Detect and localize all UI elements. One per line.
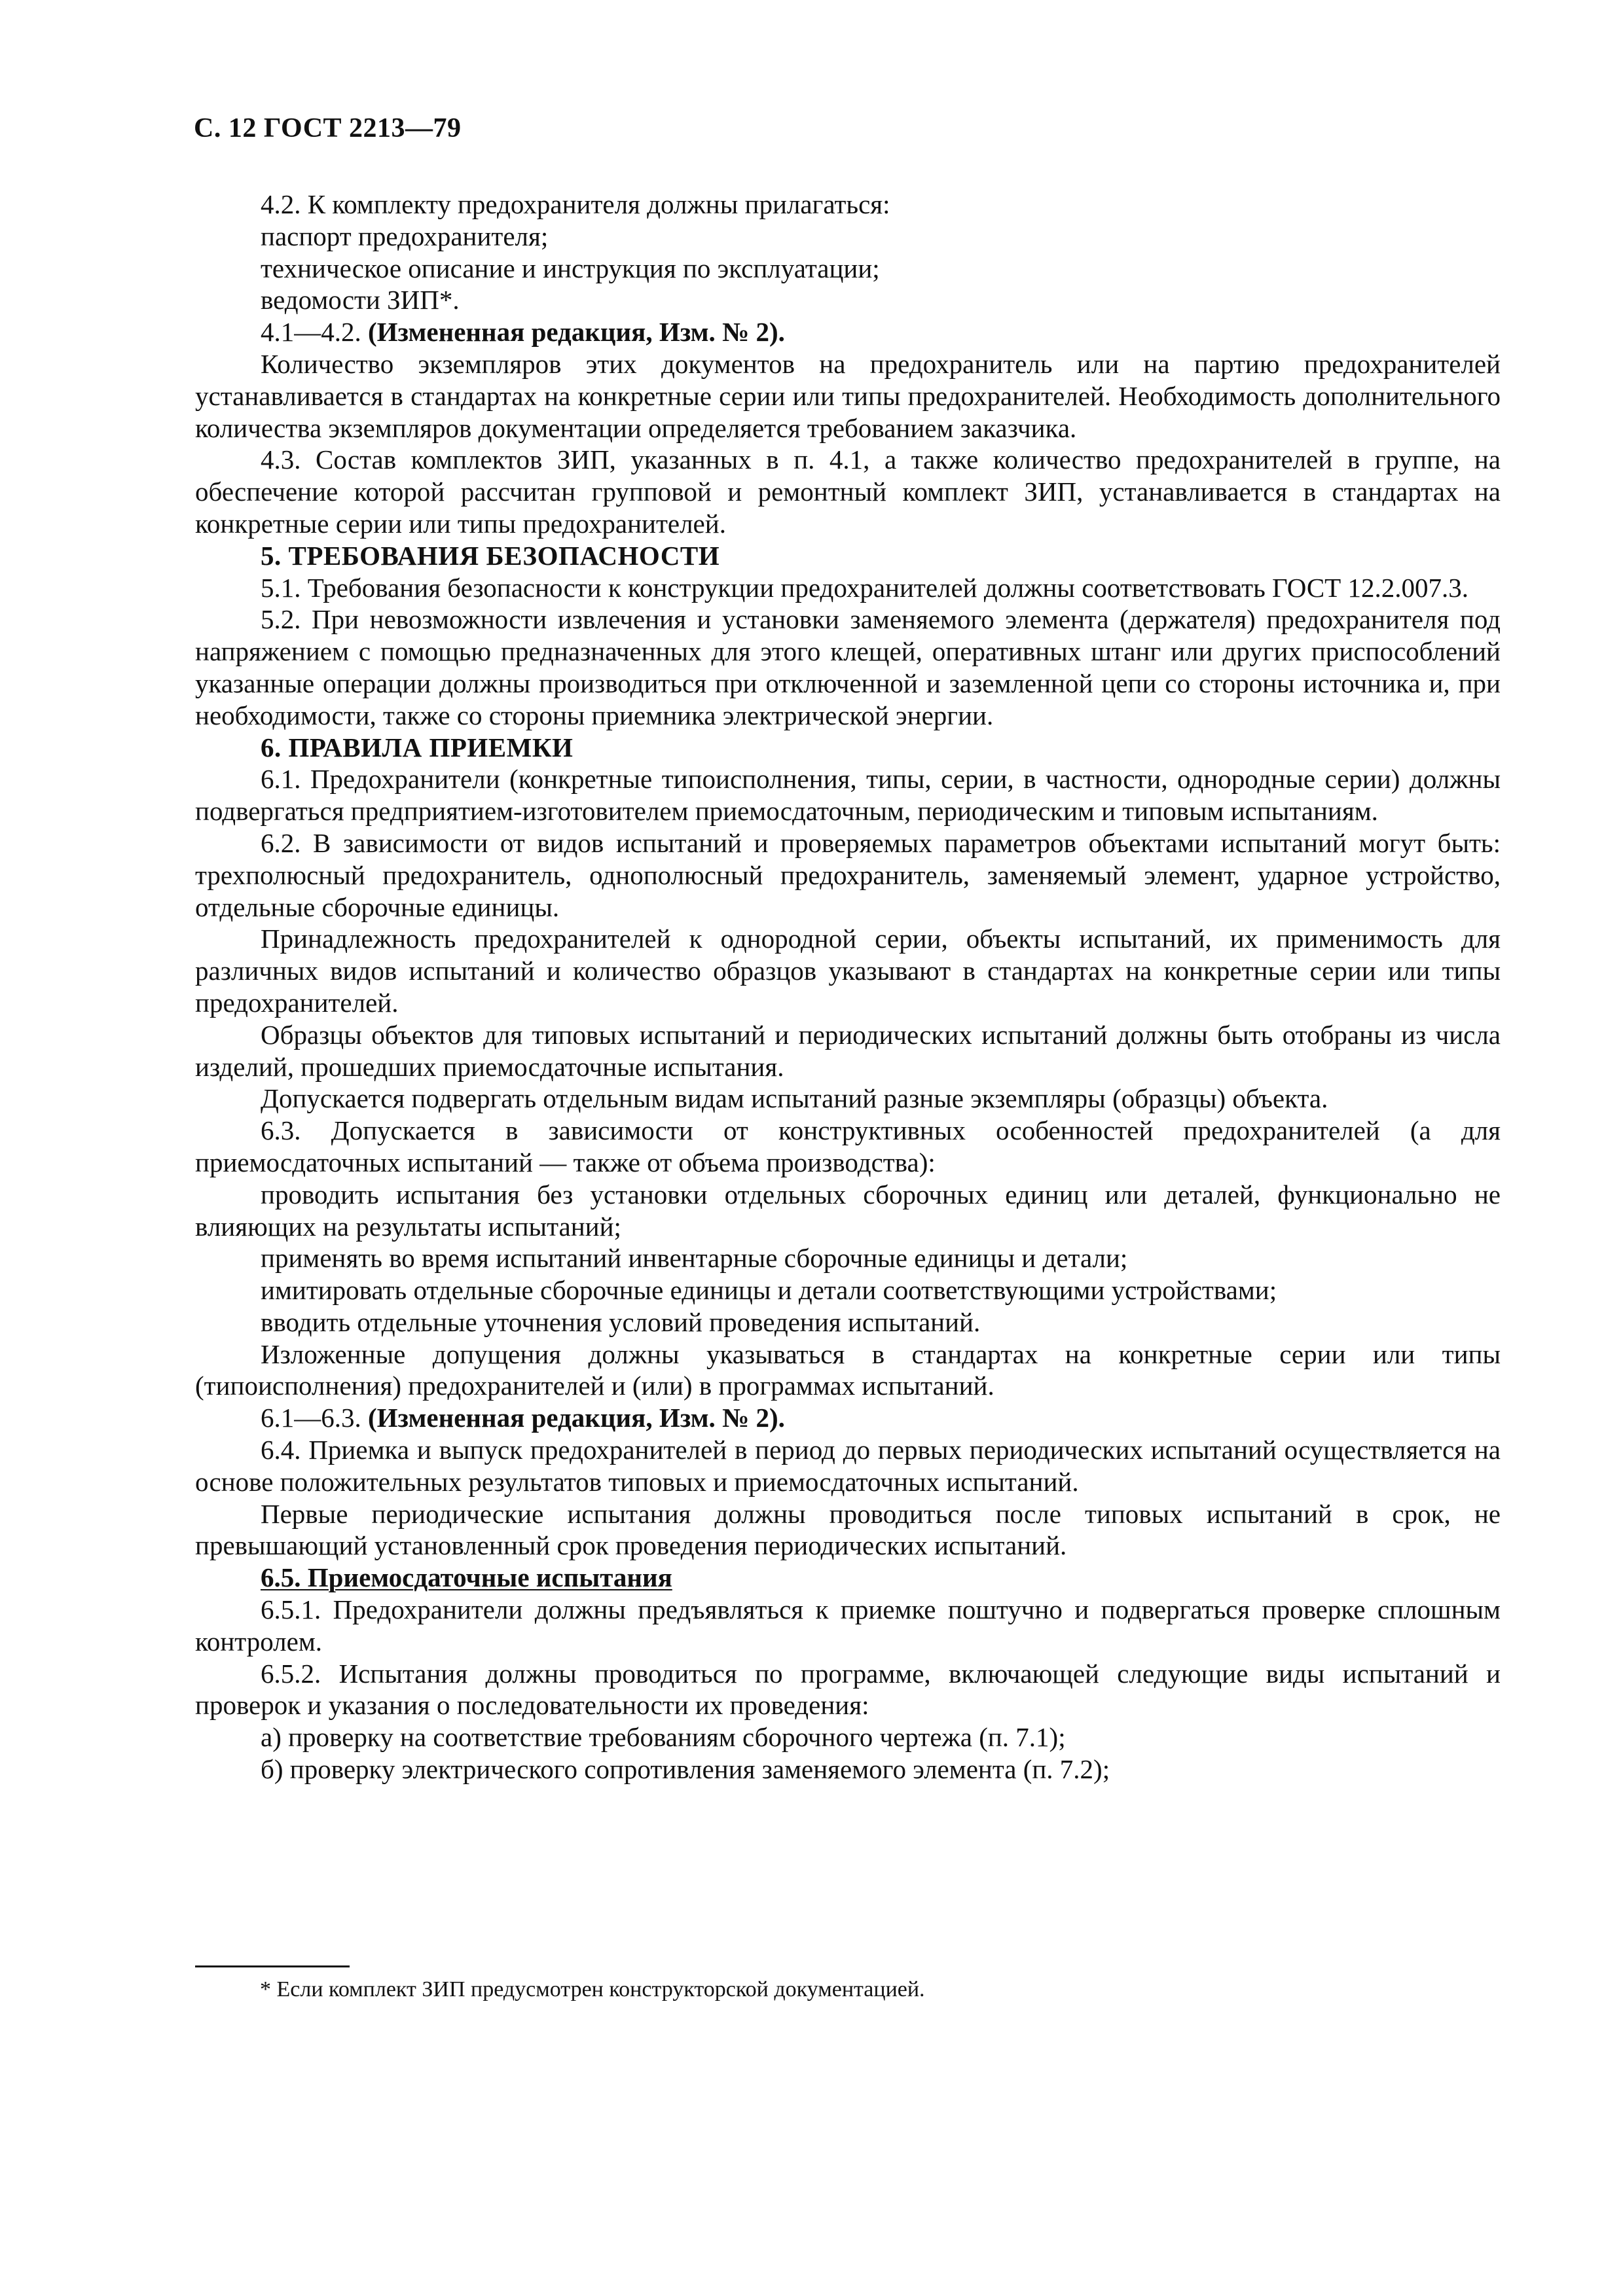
paragraph-stated: Изложенные допущения должны указываться в стандартах на конкретные серии или типы (типоисполнения) предохранителей и (или) в программах испытаний. — [195, 1338, 1501, 1401]
paragraph-6-1: 6.1. Предохранители (конкретные типоисполнения, типы, серии, в частности, однородные серии) должны подвергаться предприятием-изготовителем приемосдаточным, периодическим и типовым испытаниям. — [195, 764, 1501, 827]
paragraph-samples: Образцы объектов для типовых испытаний и периодических испытаний должны быть отобраны из числа изделий, прошедших приемосдаточные испытания. — [195, 1019, 1501, 1082]
page-header: С. 12 ГОСТ 2213—79 — [194, 113, 462, 143]
document-body — [195, 188, 1501, 1785]
list-item: б) проверку электрического сопротивления заменяемого элемента (п. 7.2); — [261, 1754, 1110, 1785]
list-item: вводить отдельные уточнения условий проведения испытаний. — [261, 1306, 981, 1337]
amendment-ref: 4.1—4.2. — [261, 317, 368, 348]
paragraph-copies: Количество экземпляров этих документов на предохранитель или на партию предохранителей устанавливается в стандартах на конкретные серии или типы предохранителей. Необходимость дополнительного количества экземпляров документации определяется требованием заказчика. — [195, 348, 1501, 443]
paragraph-5-2: 5.2. При невозможности извлечения и установки заменяемого элемента (держателя) предохранителя под напряжением с помощью предназначенных для этого клещей, оперативных штанг или других приспособлений указанные операции должны производиться при отключенной и заземленной цепи со стороны источника и, при необходимости, также со стороны приемника электрической энергии. — [195, 604, 1501, 730]
subsection-label: 6.5. Приемосдаточные испытания — [261, 1562, 672, 1593]
paragraph-6-3: 6.3. Допускается в зависимости от конструктивных особенностей предохранителей (а для приемосдаточных испытаний — также от объема производства): — [195, 1115, 1501, 1177]
list-item: проводить испытания без установки отдельных сборочных единиц или деталей, функционально не влияющих на результаты испытаний; — [195, 1179, 1501, 1242]
list-item: а) проверку на соответствие требованиям сборочного чертежа (п. 7.1); — [261, 1722, 1066, 1753]
subsection-title-6-5 — [195, 1562, 1501, 1594]
footnote: * Если комплект ЗИП предусмотрен конструкторской документацией. — [260, 1977, 925, 2001]
list-item: ведомости ЗИП*. — [261, 285, 460, 315]
list-item: паспорт предохранителя; — [261, 221, 549, 251]
section-title-5: 5. ТРЕБОВАНИЯ БЕЗОПАСНОСТИ — [261, 540, 720, 571]
paragraph-6-5-1: 6.5.1. Предохранители должны предъявляться к приемке поштучно и подвергаться проверке сплошным контролем. — [195, 1594, 1501, 1657]
paragraph-6-4: 6.4. Приемка и выпуск предохранителей в период до первых периодических испытаний осуществляется на основе положительных результатов типовых и приемосдаточных испытаний. — [195, 1435, 1501, 1497]
paragraph-6-5-2: 6.5.2. Испытания должны проводиться по программе, включающей следующие виды испытаний и проверок и указания о последовательности их проведения: — [195, 1658, 1501, 1721]
section-title-6: 6. ПРАВИЛА ПРИЕМКИ — [261, 732, 574, 762]
amendment-note-4 — [195, 316, 1501, 348]
footnote-divider — [195, 1965, 350, 1967]
list-item: применять во время испытаний инвентарные сборочные единицы и детали; — [261, 1243, 1128, 1274]
paragraph-6-2: 6.2. В зависимости от видов испытаний и проверяемых параметров объектами испытаний могут быть: трехполюсный предохранитель, однополюсный предохранитель, заменяемый элемент, ударное устройство, отдельные сборочные единицы. — [195, 827, 1501, 922]
amendment-label: (Измененная редакция, Изм. № 2). — [368, 317, 785, 348]
amendment-note-6 — [195, 1402, 1501, 1434]
paragraph-allowed: Допускается подвергать отдельным видам испытаний разные экземпляры (образцы) объекта. — [261, 1083, 1328, 1114]
paragraph-4-3: 4.3. Состав комплектов ЗИП, указанных в п. 4.1, а также количество предохранителей в группе, на обеспечение которой рассчитан групповой и ремонтный комплект ЗИП, устанавливается в стандартах на конкретные серии или типы предохранителей. — [195, 444, 1501, 539]
paragraph-belonging: Принадлежность предохранителей к однородной серии, объекты испытаний, их применимость для различных видов испытаний и количество образцов указывают в стандартах на конкретные серии или типы предохранителей. — [195, 924, 1501, 1018]
amendment-label: (Измененная редакция, Изм. № 2). — [368, 1403, 785, 1433]
paragraph-first-periodic: Первые периодические испытания должны проводиться после типовых испытаний в срок, не превышающий установленный срок проведения периодических испытаний. — [195, 1498, 1501, 1561]
paragraph-5-1: 5.1. Требования безопасности к конструкции предохранителей должны соответствовать ГОСТ 12.2.007.3. — [261, 572, 1468, 603]
amendment-ref: 6.1—6.3. — [261, 1403, 368, 1433]
list-item: техническое описание и инструкция по эксплуатации; — [261, 253, 880, 283]
list-item: имитировать отдельные сборочные единицы и детали соответствующими устройствами; — [261, 1275, 1277, 1306]
paragraph-4-2: 4.2. К комплекту предохранителя должны прилагаться: — [261, 189, 890, 219]
